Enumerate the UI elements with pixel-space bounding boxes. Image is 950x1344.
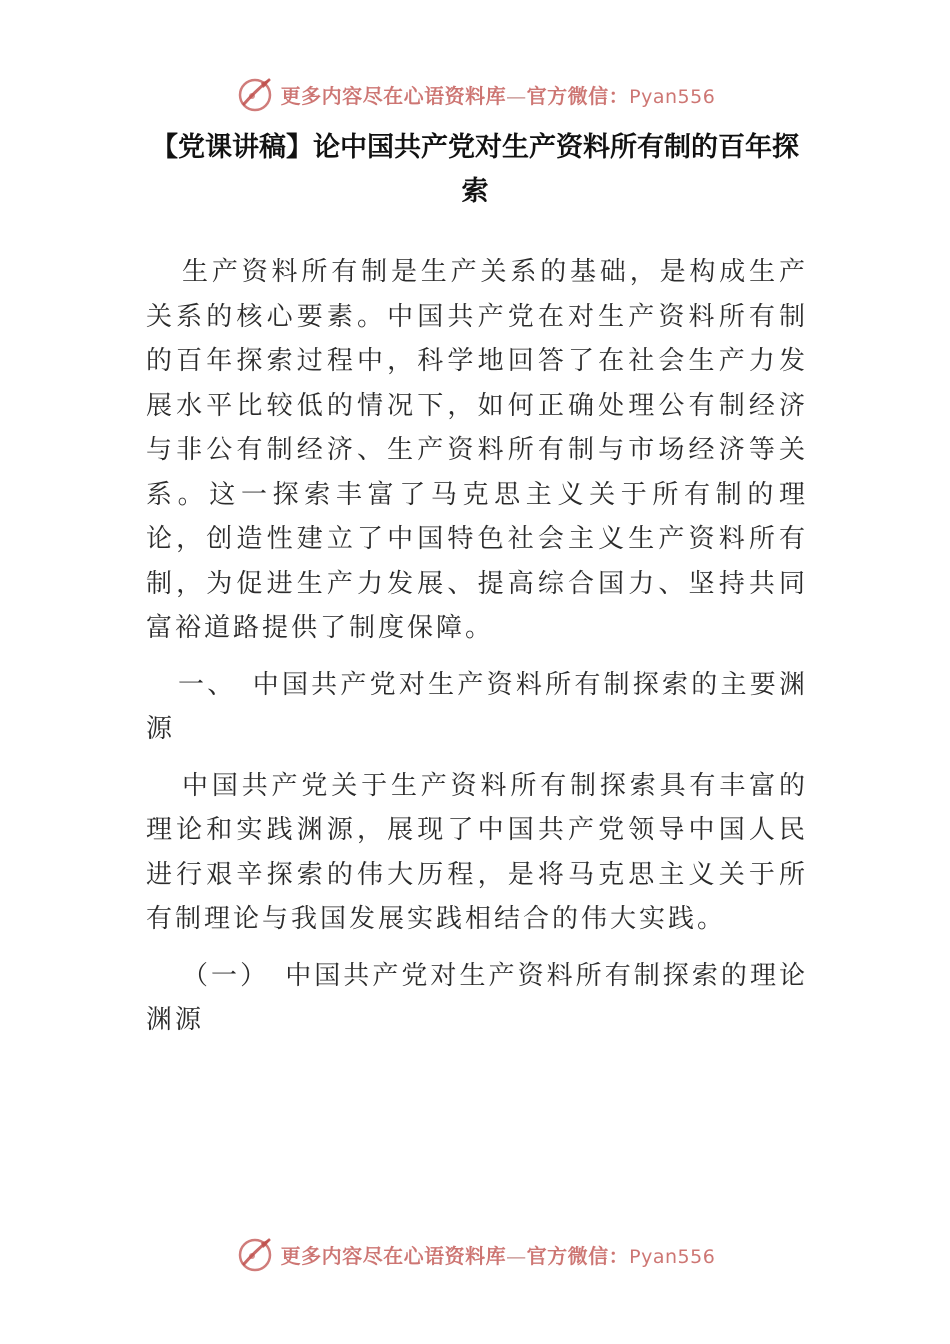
header-watermark <box>0 70 950 118</box>
watermark-contact-label: 官方微信： <box>526 1243 630 1268</box>
watermark-text <box>281 80 716 109</box>
subsection-heading-1: （一） 中国共产党对生产资料所有制探索的理论渊源 <box>146 960 808 1035</box>
intro-paragraph: 生产资料所有制是生产关系的基础，是构成生产关系的核心要素。中国共产党在对生产资料所有制的百年探索过程中，科学地回答了在社会生产力发展水平比较低的情况下，如何正确处理公有制经济与非公有制经济、生产资料所有制与市场经济等关系。这一探索丰富了马克思主义关于所有制的理论，创造性建立了中国特色社会主义生产资料所有制，为促进生产力发展、提高综合国力、坚持共同富裕道路提供了制度保障。 <box>146 257 808 643</box>
watermark-brand: 更多内容尽在心语资料库 <box>280 1243 507 1268</box>
watermark-contact-id: Pyan556 <box>629 85 716 108</box>
watermark-text <box>281 1240 716 1269</box>
document-title: 【党课讲稿】论中国共产党对生产资料所有制的百年探索 <box>151 132 799 207</box>
watermark-separator: — <box>506 1243 527 1268</box>
watermark-separator: — <box>506 83 527 108</box>
section-heading-1: 一、 中国共产党对生产资料所有制探索的主要渊源 <box>146 669 808 744</box>
section-paragraph-1: 中国共产党关于生产资料所有制探索具有丰富的理论和实践渊源，展现了中国共产党领导中国人民进行艰辛探索的伟大历程，是将马克思主义关于所有制理论与我国发展实践相结合的伟大实践。 <box>146 770 808 934</box>
watermark-contact-label: 官方微信： <box>526 83 630 108</box>
quill-swirl-logo-icon <box>235 74 275 114</box>
watermark-brand: 更多内容尽在心语资料库 <box>280 83 507 108</box>
quill-swirl-logo-icon <box>235 1234 275 1274</box>
watermark-contact-id: Pyan556 <box>629 1245 716 1268</box>
footer-watermark <box>0 1230 950 1278</box>
document-body <box>146 250 808 1043</box>
